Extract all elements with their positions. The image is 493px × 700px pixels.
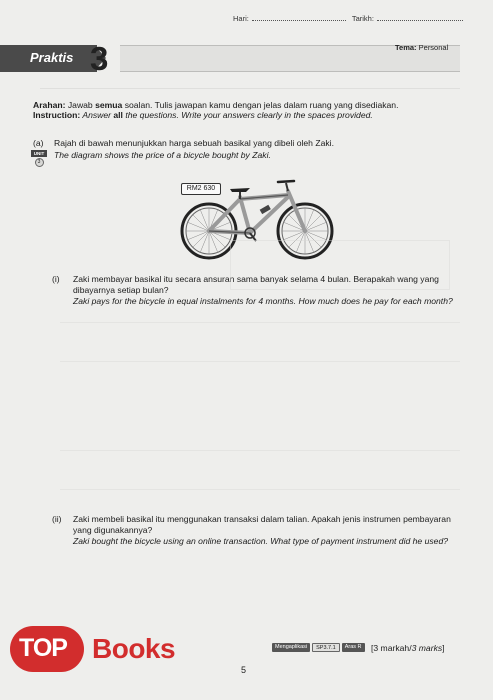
tarikh-field[interactable]	[377, 14, 463, 21]
tema-label: Tema:	[395, 43, 417, 52]
instruction-pre: Answer	[82, 110, 111, 120]
tag-skill: Mengaplikasi	[272, 643, 310, 652]
topbooks-logo	[10, 620, 190, 680]
arahan-pre: Jawab	[67, 100, 93, 110]
question-ii-label: (ii)	[52, 514, 62, 524]
question-i-text-en: Zaki pays for the bicycle in equal instalments for 4 months. How much does he pay for each month?	[73, 296, 453, 306]
arahan-text	[33, 100, 458, 111]
instruction-post: the questions. Write your answers clearly in the spaces provided.	[125, 110, 373, 120]
praktis-label: Praktis	[30, 50, 74, 65]
question-a-text-ms: Rajah di bawah menunjukkan harga sebuah basikal yang dibeli oleh Zaki.	[54, 138, 334, 148]
arahan-post: soalan. Tulis jawapan kamu dengan jelas dalam ruang yang disediakan.	[124, 100, 399, 110]
marks-close: ]	[442, 643, 445, 653]
logo-top-text: TOP	[19, 634, 67, 662]
question-ii-text-en: Zaki bought the bicycle using an online transaction. What type of payment instrument did he used?	[73, 536, 449, 546]
hari-label: Hari:	[233, 14, 249, 23]
praktis-number: 3	[90, 40, 109, 77]
arahan-bold: semua	[95, 100, 123, 110]
tag-sp: SP3.7.1	[312, 643, 340, 652]
date-line	[233, 14, 469, 23]
logo-top-badge	[10, 626, 84, 672]
question-a-text-en: The diagram shows the price of a bicycle bought by Zaki.	[54, 150, 271, 160]
tema-value: Personal	[418, 43, 449, 52]
unit-badge	[31, 150, 47, 167]
marks-en: 3 marks	[411, 643, 443, 653]
question-i-text-ms: Zaki membayar basikal itu secara ansuran sama banyak selama 4 bulan. Berapakah wang yang dibayarnya setiap bulan?	[73, 274, 439, 295]
arahan-label: Arahan:	[33, 100, 66, 110]
price-tag: RM2 630	[181, 183, 221, 195]
instruction-bold: all	[113, 110, 123, 120]
unit-label: UNIT	[31, 150, 47, 157]
question-a-label: (a)	[33, 138, 44, 148]
ghost-line	[40, 88, 460, 92]
tema	[395, 43, 448, 52]
question-a	[33, 138, 463, 149]
instruction-label: Instruction:	[33, 110, 81, 120]
marks	[371, 643, 445, 653]
question-i-label: (i)	[52, 274, 60, 284]
question-ii-text-ms: Zaki membeli basikal itu menggunakan transaksi dalam talian. Apakah jenis instrumen pembayaran yang digunakannya?	[73, 514, 451, 535]
question-ii	[52, 514, 462, 547]
tag-aras: Aras R	[342, 643, 365, 652]
page-number: 5	[241, 665, 247, 675]
ghost-block-1	[230, 240, 450, 290]
ghost-block-3	[60, 450, 460, 490]
tarikh-label: Tarikh:	[351, 14, 374, 23]
unit-number: 3	[35, 158, 44, 167]
instruction-text	[33, 110, 458, 121]
hari-field[interactable]	[252, 14, 346, 21]
marks-ms: [3 markah/	[371, 643, 412, 653]
ghost-block-2	[60, 322, 460, 362]
logo-books-text: Books	[92, 633, 176, 664]
footer-tags	[272, 643, 365, 652]
